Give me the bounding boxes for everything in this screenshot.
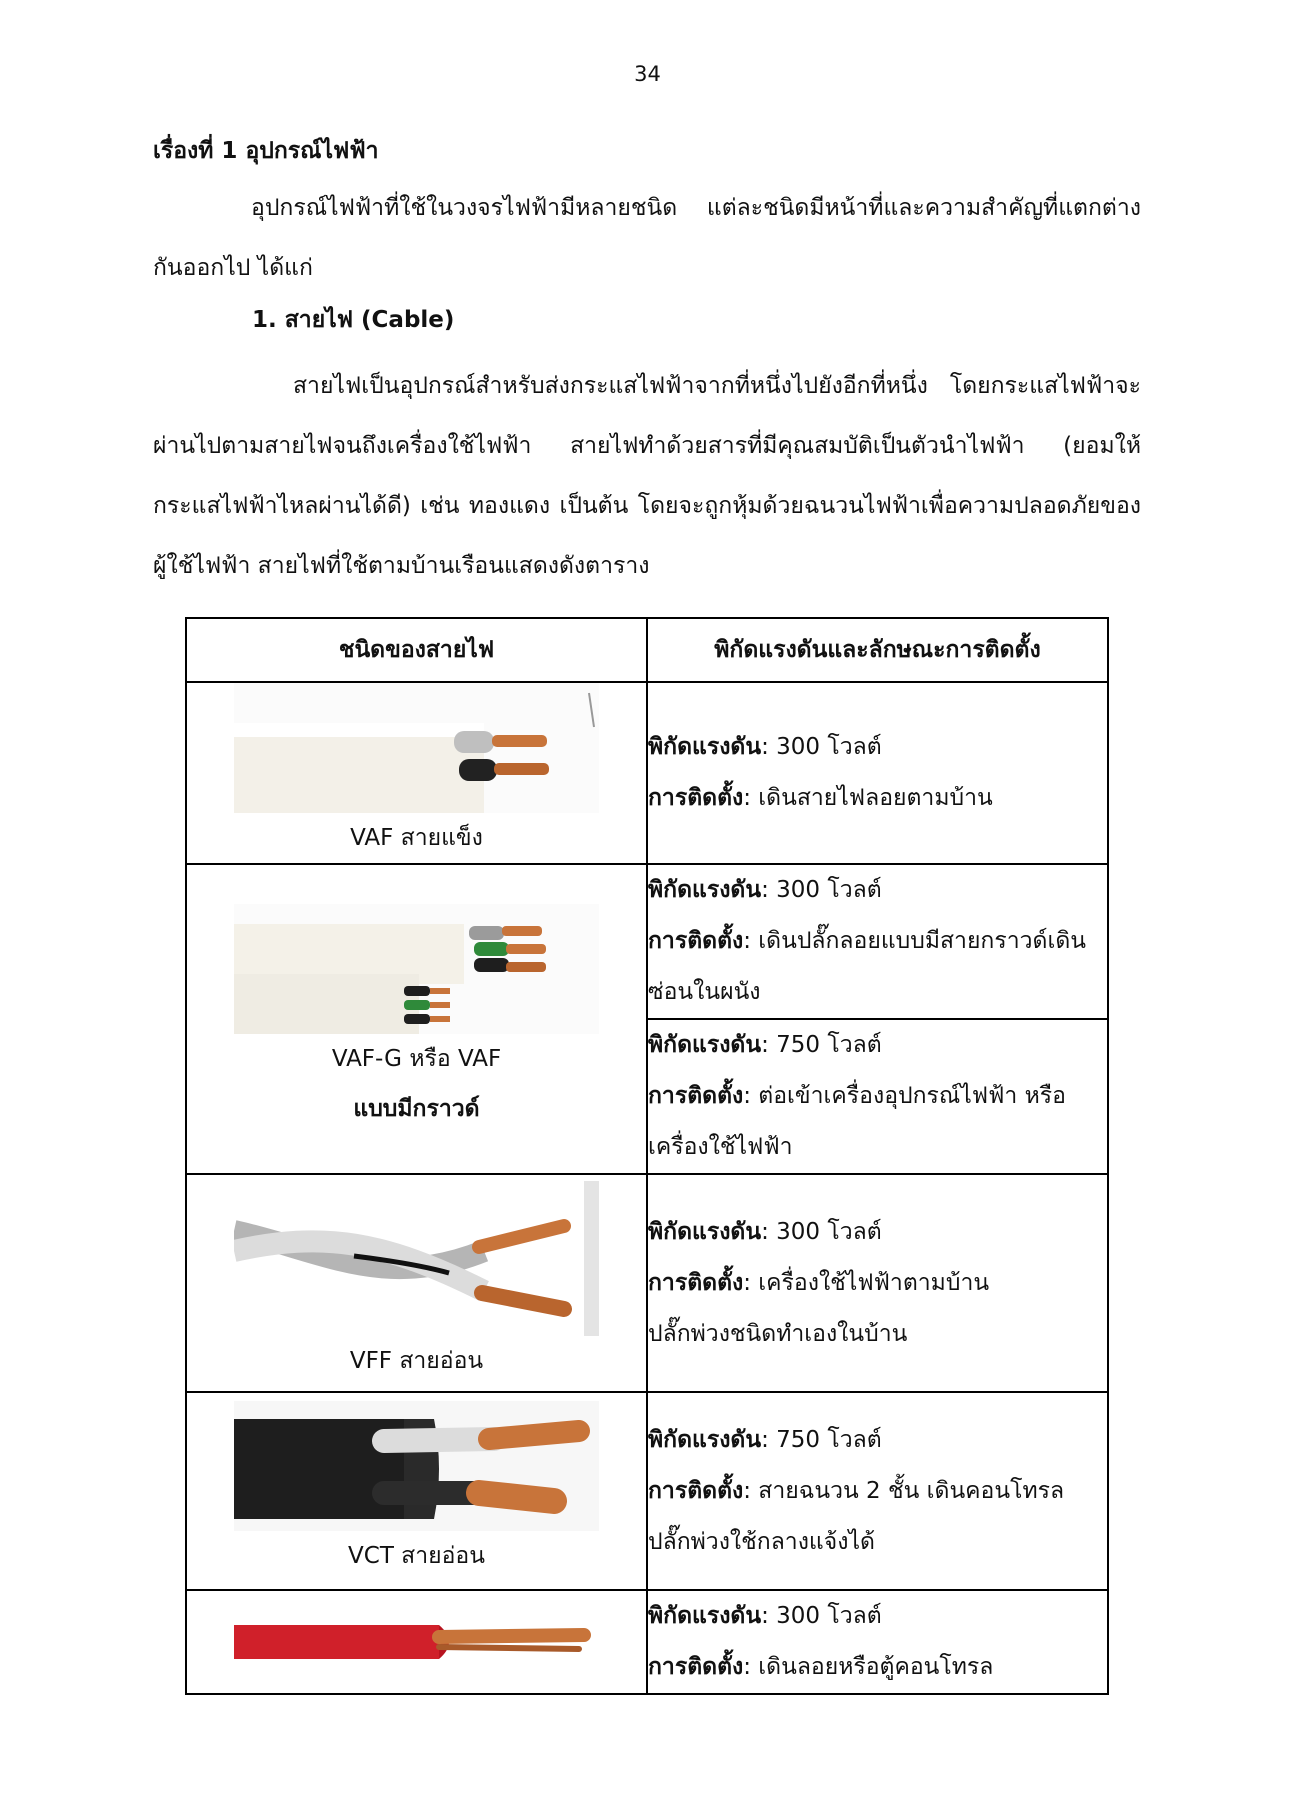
cable-type-name: VAF สายแข็ง [350,825,483,851]
spec-cell [647,1392,1108,1590]
cable-paragraph-text: สายไฟเป็นอุปกรณ์สำหรับส่งกระแสไฟฟ้าจากที่หนึ่งไปยังอีกที่หนึ่ง โดยกระแสไฟฟ้าจะผ่านไปตามสายไฟจนถึงเครื่องใช้ไฟฟ้า สายไฟทำด้วยสารที่มีคุณสมบัติเป็นตัวนำไฟฟ้า (ยอมให้กระแสไฟฟ้าไหลผ่านได้ดี) เช่น ทองแดง เป็นต้น โดยจะถูกหุ้มด้วยฉนวนไฟฟ้าเพื่อความปลอดภัยของผู้ใช้ไฟฟ้า สายไฟที่ใช้ตามบ้านเรือนแสดงดังตาราง [153,373,1141,579]
voltage-line [648,1415,1107,1466]
cable-type-cell [186,1392,647,1590]
voltage-label: พิกัดแรงดัน [648,1032,762,1058]
voltage-line [648,722,1107,773]
cable-subheading: 1. สายไฟ (Cable) [252,307,455,333]
header-cable-type: ชนิดของสายไฟ [186,618,647,682]
install-label: การติดตั้ง [648,1083,744,1109]
voltage-line [648,1020,1107,1071]
install-line [648,916,1107,1018]
install-line [648,1258,1107,1309]
cable-type-name: แบบมีกราวด์ [353,1096,480,1122]
install-label: การติดตั้ง [648,785,744,811]
install-value: : เครื่องใช้ไฟฟ้าตามบ้าน [743,1269,990,1296]
spec-cell [647,682,1108,864]
table-row [186,682,1108,864]
cable-type-cell [186,864,647,1174]
install-extra-line: ปลั๊กพ่วงใช้กลางแจ้งได้ [648,1528,875,1555]
install-value: : เดินสายไฟลอยตามบ้าน [743,785,993,811]
voltage-value: : 300 โวลต์ [761,1218,882,1245]
cable-table [185,617,1109,1695]
install-label: การติดตั้ง [648,1269,744,1296]
vaf-cable-image [234,683,599,813]
install-value: : เดินลอยหรือตู้คอนโทรล [743,1654,994,1680]
intro-paragraph-text: อุปกรณ์ไฟฟ้าที่ใช้ในวงจรไฟฟ้ามีหลายชนิด แต่ละชนิดมีหน้าที่และความสำคัญที่แตกต่างกันออกไป ได้แก่ [153,195,1141,281]
install-line [648,1466,1107,1517]
voltage-value: : 300 โวลต์ [761,734,882,760]
spec-cell [647,1590,1108,1694]
voltage-label: พิกัดแรงดัน [648,1426,762,1453]
install-value: : เดินปลั๊กลอยแบบมีสายกราวด์เดินซ่อนในผนัง [648,928,1086,1005]
table-row [186,1174,1108,1392]
install-line [648,1071,1107,1173]
spec-cell [647,1019,1108,1174]
cable-type-name: VFF สายอ่อน [349,1347,484,1374]
voltage-value: : 750 โวลต์ [761,1426,882,1453]
voltage-label: พิกัดแรงดัน [648,1603,762,1629]
install-label: การติดตั้ง [648,1654,744,1680]
table-row [186,864,1108,1019]
voltage-value: : 300 โวลต์ [761,1603,882,1629]
install-value: : ต่อเข้าเครื่องอุปกรณ์ไฟฟ้า หรือเครื่องใช้ไฟฟ้า [648,1083,1066,1160]
table-row [186,1392,1108,1590]
cable-type-cell [186,1174,647,1392]
page-number: 34 [634,62,661,86]
voltage-line [648,1591,1107,1642]
install-value: : สายฉนวน 2 ชั้น เดินคอนโทรล [743,1477,1065,1504]
install-label: การติดตั้ง [648,1477,744,1504]
cable-paragraph [153,356,1141,596]
voltage-label: พิกัดแรงดัน [648,734,762,760]
install-line [648,1642,1107,1693]
install-extra-line: ปลั๊กพ่วงชนิดทำเองในบ้าน [648,1320,908,1347]
voltage-value: : 300 โวลต์ [761,877,882,903]
voltage-line [648,1207,1107,1258]
install-label: การติดตั้ง [648,928,744,954]
vct-cable-image [234,1401,599,1531]
vff-cable-image [234,1181,599,1336]
table-header-row [186,618,1108,682]
table-row [186,1590,1108,1694]
cable-type-name: VCT สายอ่อน [348,1543,485,1569]
vafg-cable-image [234,904,599,1034]
voltage-label: พิกัดแรงดัน [648,1218,762,1245]
voltage-line [648,865,1107,916]
section-heading: เรื่องที่ 1 อุปกรณ์ไฟฟ้า [153,138,379,164]
spec-cell [647,1174,1108,1392]
install-line [648,773,1107,824]
cable-type-cell [186,1590,647,1694]
voltage-value: : 750 โวลต์ [761,1032,882,1058]
red-cable-image [234,1597,599,1687]
cable-type-cell [186,682,647,864]
header-rating-install: พิกัดแรงดันและลักษณะการติดตั้ง [647,618,1108,682]
cable-type-name: VAF-G หรือ VAF [331,1046,502,1072]
spec-cell [647,864,1108,1019]
intro-paragraph [153,178,1141,298]
voltage-label: พิกัดแรงดัน [648,877,762,903]
